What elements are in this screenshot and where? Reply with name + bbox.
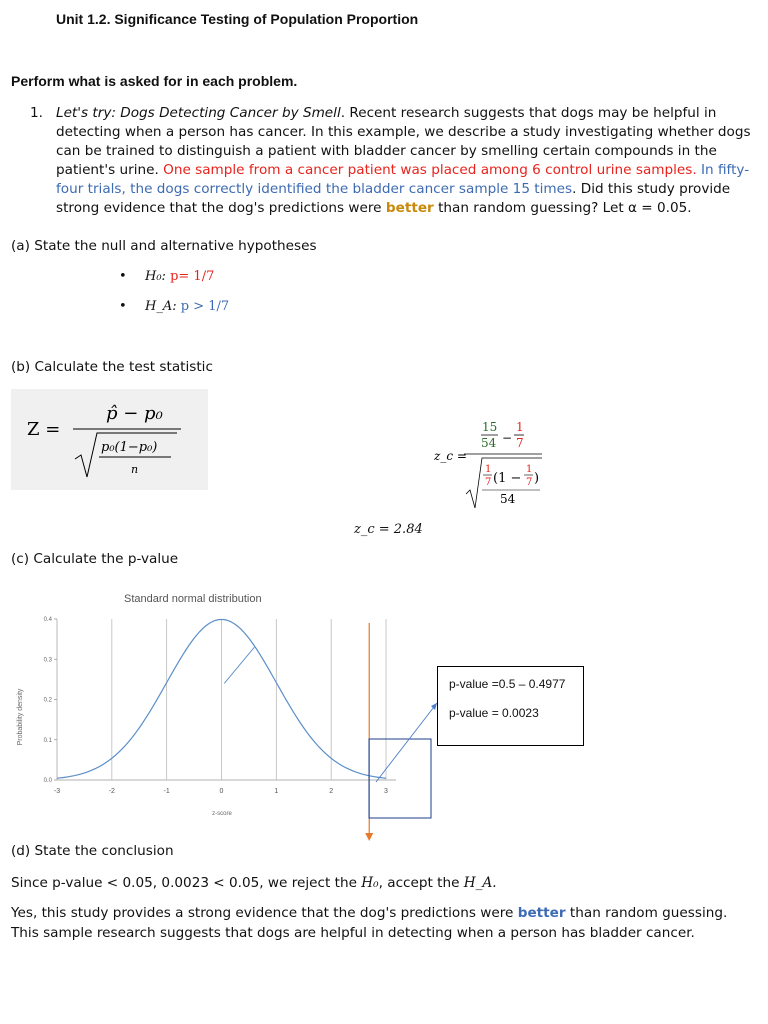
problem-text <box>56 104 760 218</box>
x-axis-label: z-score <box>212 811 232 817</box>
problem-blue-text: In fifty-four trials, the dogs correctly identified the bladder cancer sample 15 times <box>56 162 750 197</box>
chart-layer <box>44 617 437 841</box>
z-formula-graphic <box>11 389 208 490</box>
formula-numerator: p̂ − p₀ <box>106 403 163 424</box>
x-tick-label: 0 <box>219 788 224 795</box>
conclusion-ha: H_A. <box>463 875 497 891</box>
problem-red-text: One sample from a cancer patient was placed among 6 control urine samples. <box>163 162 697 178</box>
problem-intro: Let's try: Dogs Detecting Cancer by Smell <box>56 105 341 121</box>
x-tick-label: -1 <box>163 788 170 795</box>
inner-paren-close: ) <box>534 471 540 486</box>
x-tick-label: -2 <box>108 788 115 795</box>
conclusion-line-1 <box>11 873 759 893</box>
y-axis-label: Probability density <box>17 688 24 746</box>
pointer-arrow <box>376 703 437 782</box>
h0-label: H₀: <box>145 269 166 284</box>
pvalue-box <box>437 666 584 746</box>
minus-sign: − <box>502 431 513 445</box>
x-tick-label: 2 <box>329 788 334 795</box>
conclusion-better: better <box>517 905 566 921</box>
formula-z: Z = <box>27 419 61 440</box>
h0-value: p= 1/7 <box>170 269 215 284</box>
frac-b-top: 1 <box>516 420 524 434</box>
frac-a-top: 15 <box>482 420 498 434</box>
page-title: Unit 1.2. Significance Testing of Population Proportion <box>56 11 419 27</box>
problem-1 <box>30 104 760 218</box>
formula-den-top: p₀(1−p₀) <box>101 440 158 455</box>
null-hypothesis: • H₀: p= 1/7 <box>119 269 215 284</box>
frac-a-bot: 54 <box>481 436 497 450</box>
problem-text-part1: . Recent research suggests that dogs may be helpful in detecting when a person has cancer. In this example, we describe a study investigating whether dogs can be trained to distinguish a patient with bladder cancer by smelling certain compounds in the patient's urine. <box>56 105 751 178</box>
part-a-label: (a) State the null and alternative hypotheses <box>11 238 317 254</box>
conclusion-accept: , accept the <box>378 875 464 891</box>
better-highlight: better <box>385 200 434 216</box>
problem-text-part2: . Did this study provide strong evidence that the dog's predictions were <box>56 181 731 216</box>
normal-distribution-chart <box>0 585 440 845</box>
y-tick-label: 0.4 <box>43 617 52 623</box>
zc-result: z_c = 2.84 <box>354 522 423 537</box>
conclusion-text-1: Since p-value < 0.05, 0.0023 < 0.05, we reject the <box>11 875 362 891</box>
part-b-label: (b) Calculate the test statistic <box>11 359 213 375</box>
conclusion-h0: H₀ <box>361 875 379 891</box>
frac-b-bot: 7 <box>516 436 524 450</box>
conclusion-text-2b: than random guessing. This sample research suggests that dogs are helpful in detecting when a person has bladder cancer. <box>11 905 728 941</box>
zc-computation <box>430 412 550 512</box>
y-tick-label: 0.1 <box>43 737 52 744</box>
inner-7b: 7 <box>526 477 533 488</box>
y-tick-label: 0.2 <box>43 697 52 704</box>
ha-label: H_A: <box>145 299 177 314</box>
chart-title: Standard normal distribution <box>124 593 262 605</box>
formula-den-bot: n <box>131 463 139 476</box>
conclusion-text-2a: Yes, this study provides a strong evidence that the dog's predictions were <box>11 905 518 921</box>
x-tick-label: 1 <box>274 788 279 795</box>
inner-1b: 1 <box>526 464 533 475</box>
y-tick-label: 0.3 <box>43 657 52 664</box>
instructions: Perform what is asked for in each problem. <box>11 73 298 89</box>
annotation-line <box>224 647 254 683</box>
alt-hypothesis: • H_A: p > 1/7 <box>119 299 230 314</box>
pvalue-line-2: p-value = 0.0023 <box>449 706 539 720</box>
inner-paren: (1 − <box>493 471 522 486</box>
pvalue-line-1: p-value =0.5 – 0.4977 <box>449 677 566 691</box>
part-c-label: (c) Calculate the p-value <box>11 551 179 567</box>
z-formula <box>11 389 208 490</box>
zc-label: z_c = <box>434 449 467 463</box>
x-tick-label: 3 <box>384 788 388 795</box>
problem-number: 1. <box>30 105 43 121</box>
x-tick-label: -3 <box>53 788 61 795</box>
den-n: 54 <box>500 492 516 506</box>
conclusion-paragraph <box>11 903 759 943</box>
y-tick-label: 0.0 <box>43 778 52 784</box>
inner-1: 1 <box>485 464 492 475</box>
problem-text-part3: than random guessing? Let α = 0.05. <box>433 200 692 216</box>
part-d-label: (d) State the conclusion <box>11 843 174 859</box>
inner-7: 7 <box>485 477 492 488</box>
ha-value: p > 1/7 <box>180 299 230 314</box>
zc-marker-arrowhead <box>365 833 373 841</box>
